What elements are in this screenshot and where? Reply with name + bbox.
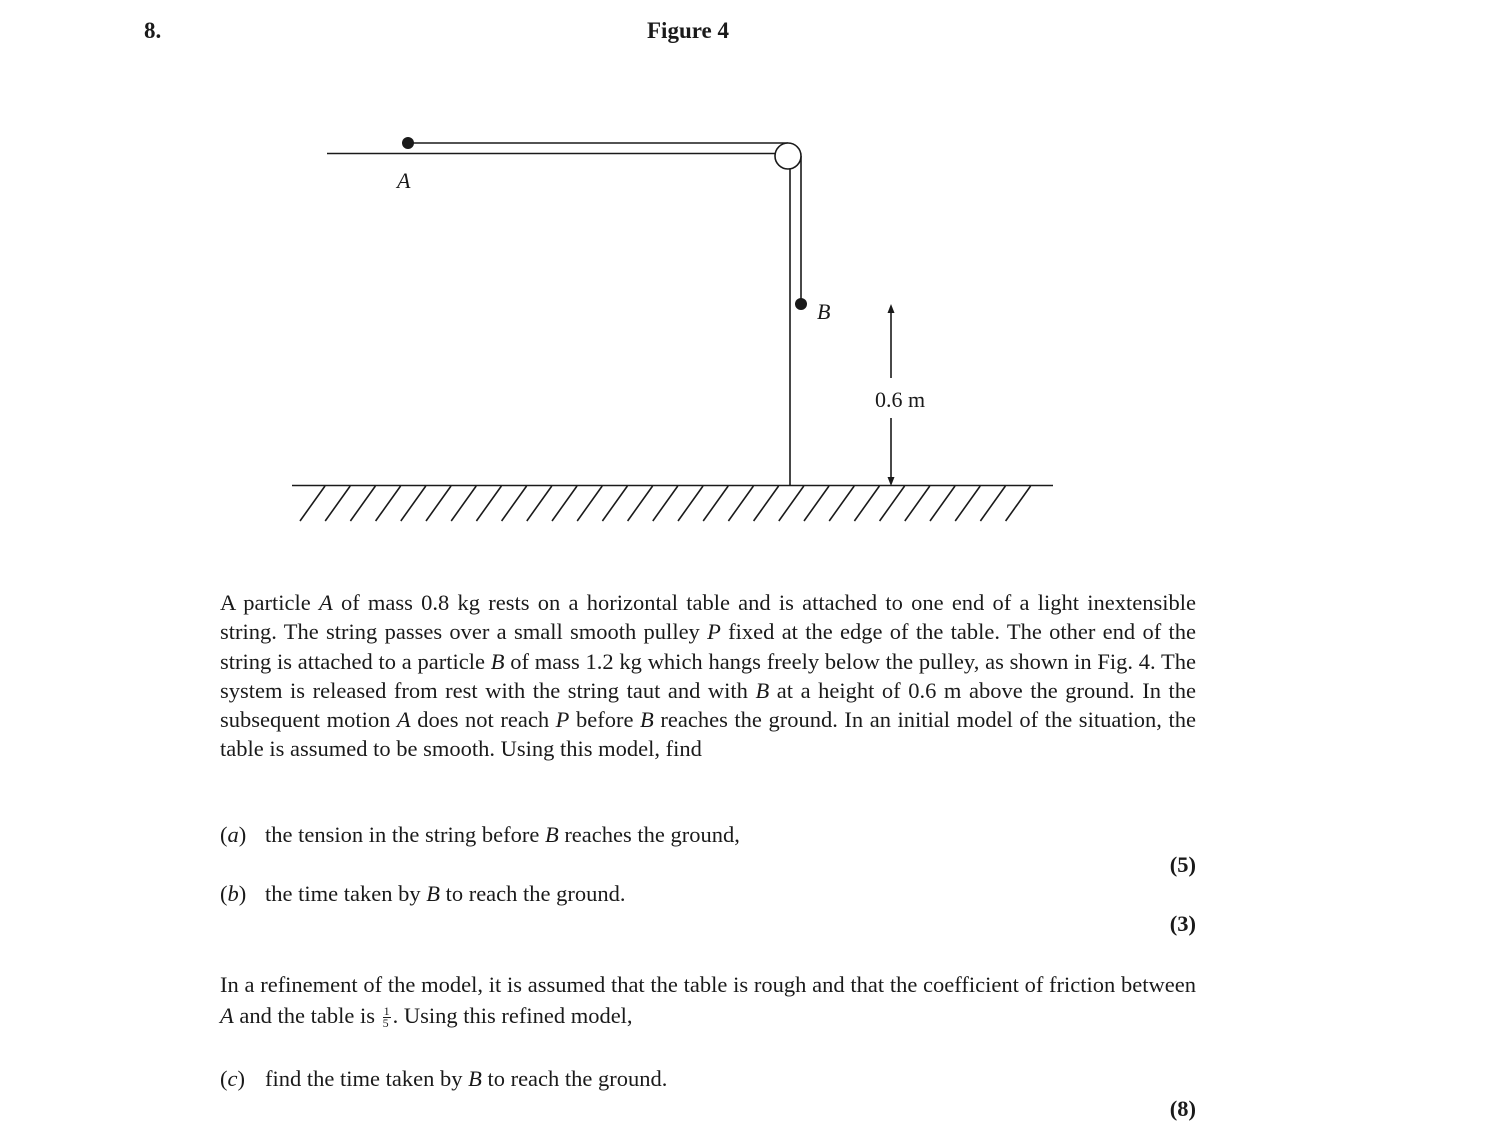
particle-b bbox=[795, 298, 807, 310]
arrow-head-down bbox=[888, 477, 895, 486]
hatch-line bbox=[854, 486, 879, 521]
hatch-line bbox=[955, 486, 980, 521]
hatch-line bbox=[401, 486, 426, 521]
hatch-line bbox=[905, 486, 930, 521]
question-intro: A particle A of mass 0.8 kg rests on a horizontal table and is attached to one end of a light inextensible string. The string passes over a small smooth pulley P fixed at the edge of the table. The other end of the string is attached to a particle B of mass 1.2 kg which hangs freely below the pulley, as shown in Fig. 4. The system is released from rest with the string taut and with B at a height of 0.6 m above the ground. In the subsequent motion A does not reach P before B reaches the ground. In an initial model of the situation, the table is assumed to be smooth. Using this model, find bbox=[220, 590, 1196, 762]
hatch-line bbox=[829, 486, 854, 521]
part-a: (a) the tension in the string before B reaches the ground, bbox=[220, 822, 740, 847]
question-number: 8. bbox=[144, 18, 162, 43]
ground-hatching bbox=[300, 486, 1031, 521]
hatch-line bbox=[980, 486, 1005, 521]
hatch-line bbox=[779, 486, 804, 521]
fraction-one-fifth: $\frac{1}{5}$ bbox=[382, 1004, 390, 1031]
figure-title: Figure 4 bbox=[647, 18, 729, 43]
part-b: (b) the time taken by B to reach the ground. bbox=[220, 881, 626, 906]
hatch-line bbox=[930, 486, 955, 521]
hatch-line bbox=[376, 486, 401, 521]
hatch-line bbox=[426, 486, 451, 521]
label-b: B bbox=[817, 299, 831, 324]
part-c: (c) find the time taken by B to reach the ground. bbox=[220, 1066, 668, 1091]
hatch-line bbox=[754, 486, 779, 521]
hatch-line bbox=[300, 486, 325, 521]
hatch-line bbox=[325, 486, 350, 521]
marks-c: (8) bbox=[1169, 1096, 1196, 1121]
hatch-line bbox=[476, 486, 501, 521]
marks-b: (3) bbox=[1169, 911, 1196, 936]
particle-a bbox=[402, 137, 414, 149]
hatch-line bbox=[653, 486, 678, 521]
hatch-line bbox=[577, 486, 602, 521]
hatch-line bbox=[1006, 486, 1031, 521]
height-label: 0.6 m bbox=[875, 387, 926, 412]
hatch-line bbox=[880, 486, 905, 521]
hatch-line bbox=[678, 486, 703, 521]
refinement-text: In a refinement of the model, it is assumed that the table is rough and that the coefficient of friction between A and the table is $\frac{1}{5}$ . Using this refined model, bbox=[220, 972, 1196, 1031]
hatch-line bbox=[552, 486, 577, 521]
hatch-line bbox=[602, 486, 627, 521]
hatch-line bbox=[451, 486, 476, 521]
hatch-line bbox=[804, 486, 829, 521]
marks-a: (5) bbox=[1169, 852, 1196, 877]
label-a: A bbox=[397, 168, 411, 193]
pulley-diagram bbox=[0, 0, 1504, 560]
hatch-line bbox=[628, 486, 653, 521]
hatch-line bbox=[350, 486, 375, 521]
hatch-line bbox=[527, 486, 552, 521]
hatch-line bbox=[502, 486, 527, 521]
arrow-head-up bbox=[888, 304, 895, 313]
hatch-line bbox=[703, 486, 728, 521]
hatch-line bbox=[728, 486, 753, 521]
pulley bbox=[775, 143, 801, 169]
